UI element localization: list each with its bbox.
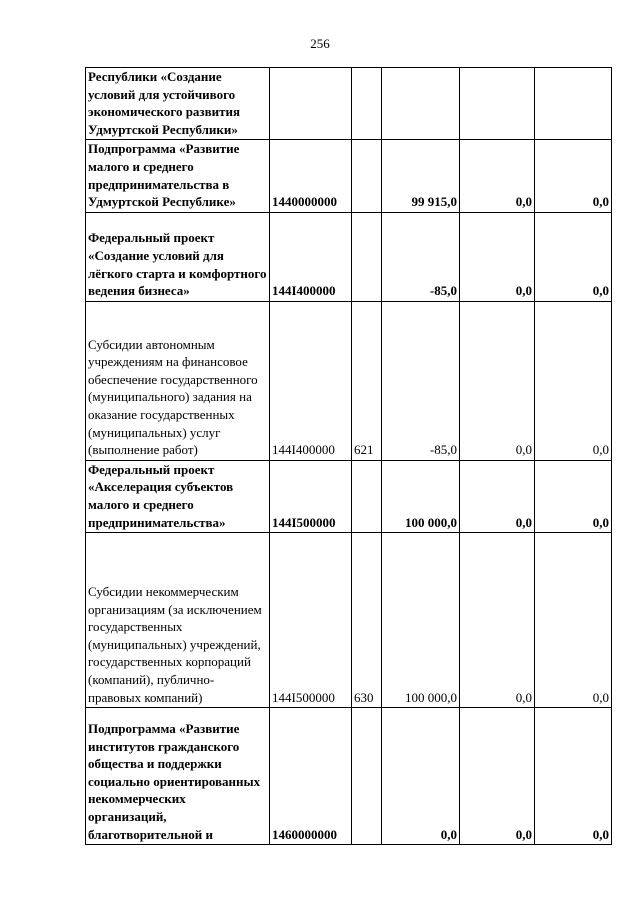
row-sum-2: 0,0 (460, 140, 535, 212)
row-sum-3: 0,0 (535, 460, 612, 532)
table-row (86, 708, 612, 845)
row-sum-3: 0,0 (535, 301, 612, 460)
row-name: Субсидии автономным учреждениям на финансовое обеспечение государственного (муниципального) задания на оказание государственных (муниципальных) услуг (выполнение работ) (86, 301, 270, 460)
row-name: Республики «Создание условий для устойчивого экономического развития Удмуртской Республики» (86, 68, 270, 140)
row-target-code: 144I500000 (270, 533, 352, 708)
budget-table (85, 67, 612, 845)
row-name: Федеральный проект «Акселерация субъектов малого и среднего предпринимательства» (86, 460, 270, 532)
row-sum-2: 0,0 (460, 533, 535, 708)
row-name: Подпрограмма «Развитие институтов гражданского общества и поддержки социально ориентированных некоммерческих организаций, благотворительной и (86, 708, 270, 845)
row-sum-2 (460, 68, 535, 140)
row-expense-type (352, 212, 382, 301)
row-expense-type (352, 460, 382, 532)
row-sum-1: 0,0 (382, 708, 460, 845)
row-sum-2: 0,0 (460, 708, 535, 845)
row-sum-1: 100 000,0 (382, 460, 460, 532)
row-expense-type: 621 (352, 301, 382, 460)
row-sum-3: 0,0 (535, 140, 612, 212)
row-expense-type (352, 68, 382, 140)
row-expense-type: 630 (352, 533, 382, 708)
row-name: Подпрограмма «Развитие малого и среднего предпринимательства в Удмуртской Республике» (86, 140, 270, 212)
row-sum-2: 0,0 (460, 460, 535, 532)
row-target-code: 1440000000 (270, 140, 352, 212)
row-sum-3: 0,0 (535, 533, 612, 708)
row-sum-1 (382, 68, 460, 140)
row-sum-1: -85,0 (382, 212, 460, 301)
row-sum-3: 0,0 (535, 212, 612, 301)
row-name: Субсидии некоммерческим организациям (за исключением государственных (муниципальных) учреждений, государственных корпораций (компаний), публично-правовых компаний) (86, 533, 270, 708)
table-row (86, 301, 612, 460)
row-target-code: 144I500000 (270, 460, 352, 532)
row-sum-1: -85,0 (382, 301, 460, 460)
row-target-code (270, 68, 352, 140)
row-name: Федеральный проект «Создание условий для лёгкого старта и комфортного ведения бизнеса» (86, 212, 270, 301)
row-sum-1: 99 915,0 (382, 140, 460, 212)
row-sum-3: 0,0 (535, 708, 612, 845)
table-row (86, 68, 612, 140)
row-target-code: 144I400000 (270, 301, 352, 460)
row-sum-2: 0,0 (460, 301, 535, 460)
row-sum-1: 100 000,0 (382, 533, 460, 708)
table-row (86, 460, 612, 532)
row-target-code: 1460000000 (270, 708, 352, 845)
row-target-code: 144I400000 (270, 212, 352, 301)
row-sum-3 (535, 68, 612, 140)
page-number: 256 (310, 36, 330, 51)
row-expense-type (352, 140, 382, 212)
table-row (86, 140, 612, 212)
row-expense-type (352, 708, 382, 845)
table-row (86, 212, 612, 301)
row-sum-2: 0,0 (460, 212, 535, 301)
table-row (86, 533, 612, 708)
